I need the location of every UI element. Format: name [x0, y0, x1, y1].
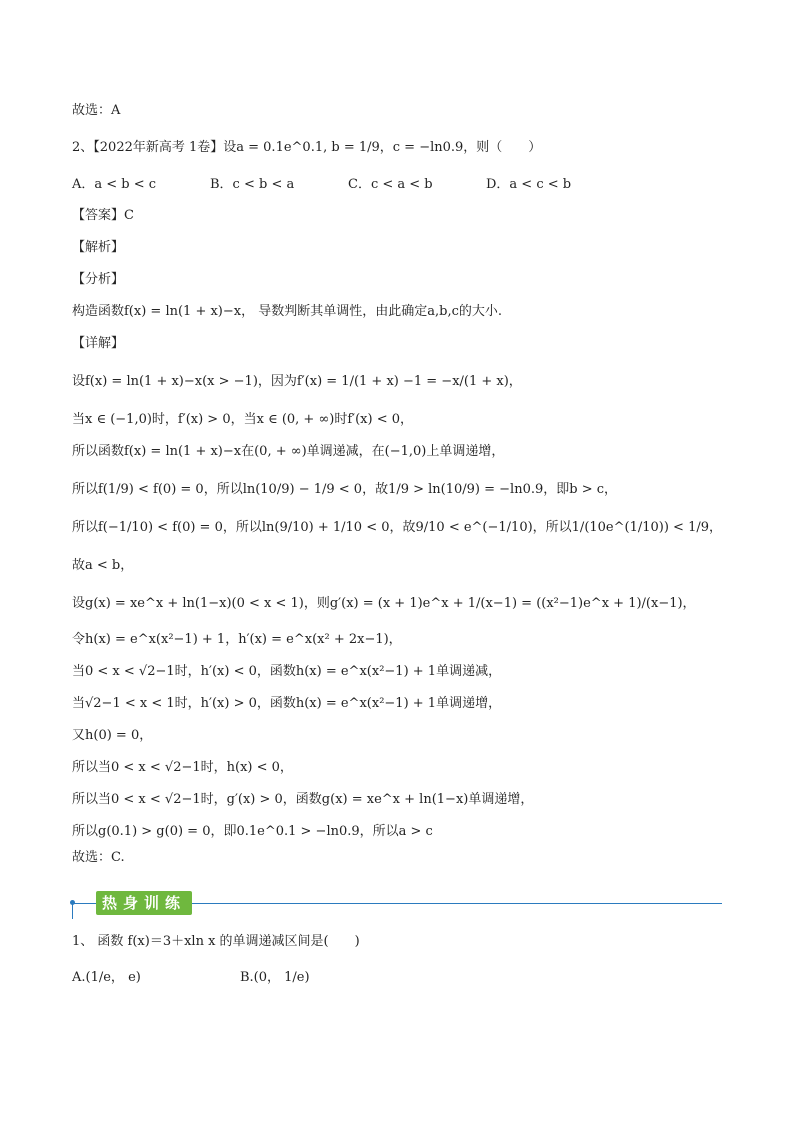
solution-line-l7: 【详解】 — [72, 336, 125, 351]
section-title: 热身训练 — [96, 891, 192, 915]
solution-line-l17: 当√2−1 < x < 1时，h′(x) > 0，函数h(x) = e^x(x²−1) + 1单调递增， — [72, 696, 502, 711]
solution-line-l16: 当0 < x < √2−1时，h′(x) < 0，函数h(x) = e^x(x²−1) + 1单调递减， — [72, 664, 502, 679]
exercise-option-a[interactable]: A.(1/e， e) — [72, 970, 141, 985]
solution-line-l13: 故a < b， — [72, 558, 134, 573]
choice-oC[interactable]: C．c < a < b — [348, 177, 433, 192]
solution-line-l19: 所以当0 < x < √2−1时，h(x) < 0， — [72, 760, 293, 775]
solution-line-l15: 令h(x) = e^x(x²−1) + 1，h′(x) = e^x(x² + 2x−1)， — [72, 632, 402, 647]
solution-line-l20: 所以当0 < x < √2−1时，g′(x) > 0，函数g(x) = xe^x + ln(1−x)单调递增， — [72, 792, 534, 807]
section-tick — [72, 903, 73, 919]
choice-oD[interactable]: D．a < c < b — [486, 177, 572, 192]
solution-line-l6: 构造函数f(x) = ln(1 + x)−x， 导数判断其单调性，由此确定a,b,c的大小. — [72, 304, 502, 319]
section-dot — [70, 900, 75, 905]
solution-line-l12: 所以f(−1/10) < f(0) = 0，所以ln(9/10) + 1/10 < 0，故9/10 < e^(−1/10)，所以1/(10e^(1/10)) < 1/9， — [72, 520, 723, 535]
solution-line-l9: 当x ∈ (−1,0)时，f′(x) > 0，当x ∈ (0, + ∞)时f′(x) < 0， — [72, 412, 414, 427]
solution-line-l4: 【解析】 — [72, 240, 125, 255]
exercise-option-b[interactable]: B.(0， 1/e) — [240, 970, 310, 985]
solution-line-l14: 设g(x) = xe^x + ln(1−x)(0 < x < 1)，则g′(x) = (x + 1)e^x + 1/(x−1) = ((x²−1)e^x + 1)/(x−1)， — [72, 596, 696, 611]
solution-line-l0: 故选：A — [72, 103, 121, 118]
choice-oA[interactable]: A．a < b < c — [72, 177, 157, 192]
section-header — [72, 888, 722, 918]
solution-line-l22: 故选：C. — [72, 850, 125, 865]
solution-line-l21: 所以g(0.1) > g(0) = 0，即0.1e^0.1 > −ln0.9，所以a > c — [72, 824, 433, 839]
exercise-question-1: 1、 函数 f(x)＝3＋xln x 的单调递减区间是( ) — [72, 934, 360, 949]
choice-oB[interactable]: B．c < b < a — [210, 177, 295, 192]
solution-line-l5: 【分析】 — [72, 272, 125, 287]
solution-line-l1: 2、【2022年新高考 1卷】设a = 0.1e^0.1, b = 1/9，c = −ln0.9，则（ ） — [72, 140, 542, 155]
solution-line-l11: 所以f(1/9) < f(0) = 0，所以ln(10/9) − 1/9 < 0，故1/9 > ln(10/9) = −ln0.9，即b > c， — [72, 482, 618, 497]
solution-line-l3: 【答案】C — [72, 208, 134, 223]
solution-line-l8: 设f(x) = ln(1 + x)−x(x > −1)，因为f′(x) = 1/(1 + x) −1 = −x/(1 + x)， — [72, 374, 522, 389]
solution-line-l10: 所以函数f(x) = ln(1 + x)−x在(0, + ∞)单调递减，在(−1,0)上单调递增， — [72, 444, 505, 459]
solution-line-l18: 又h(0) = 0， — [72, 728, 153, 743]
